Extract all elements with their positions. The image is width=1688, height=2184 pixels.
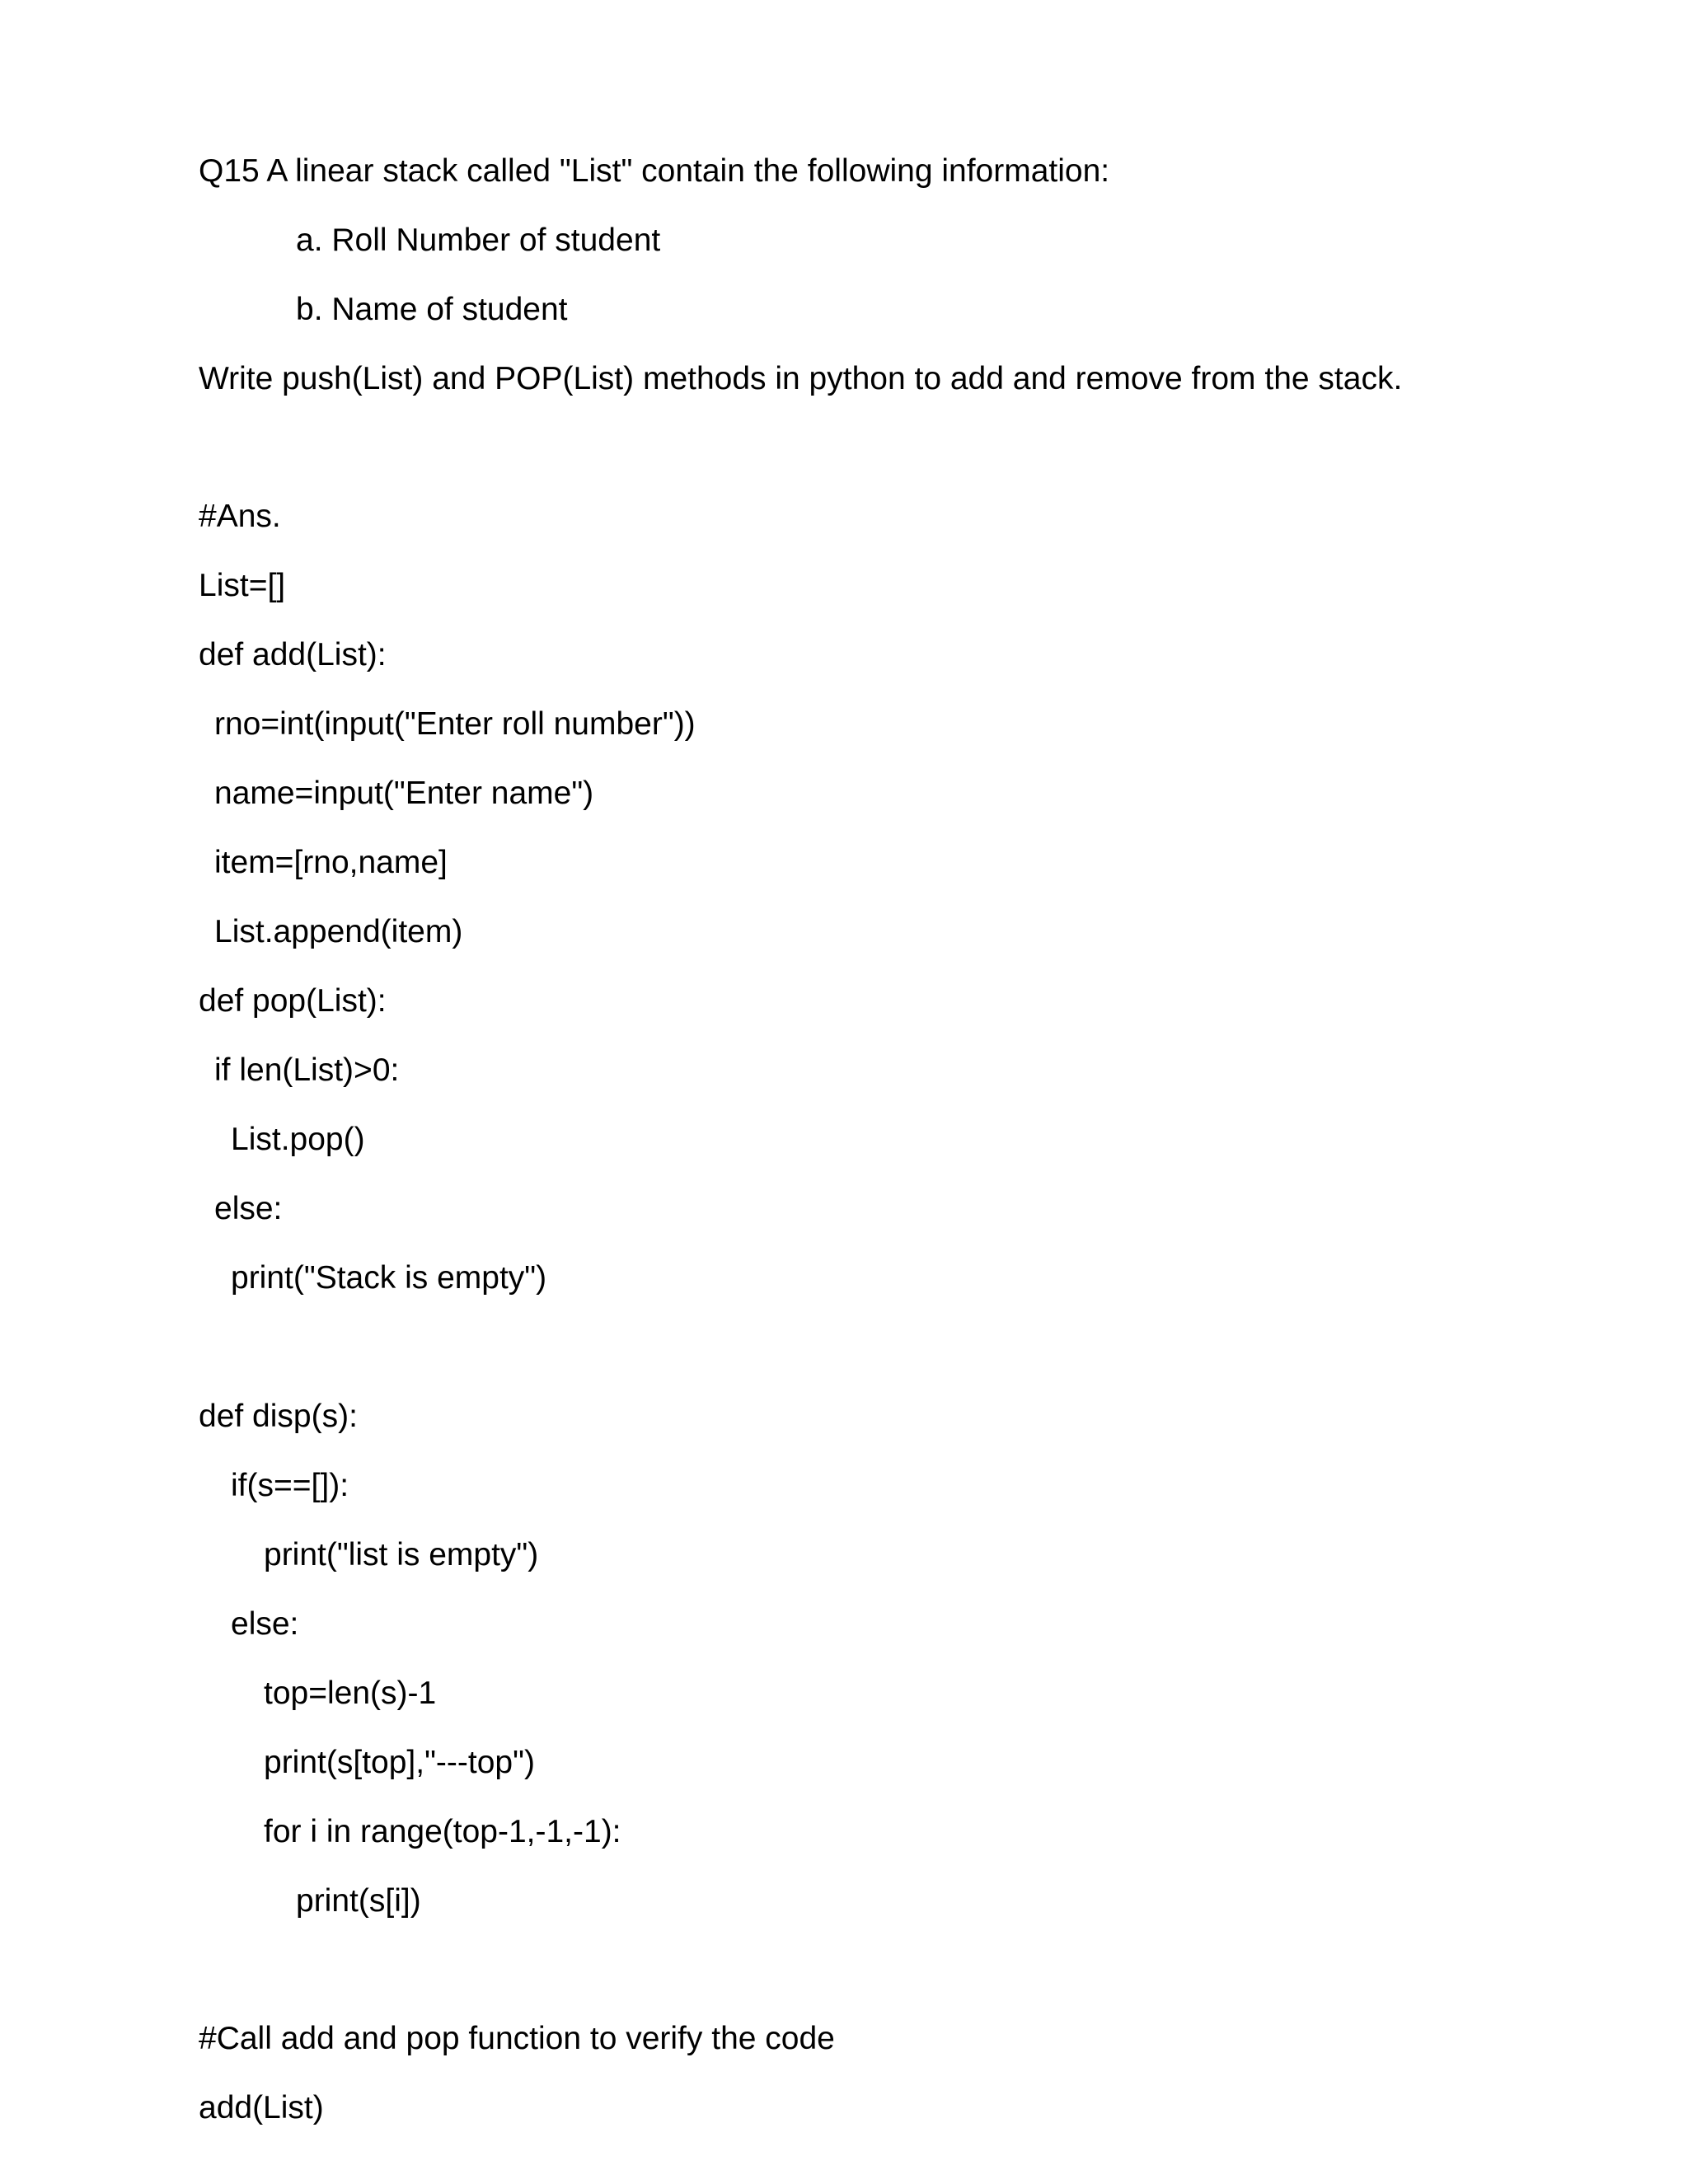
answer-heading: #Ans.: [199, 499, 281, 534]
code-line: else:: [231, 1606, 299, 1642]
code-line: top=len(s)-1: [264, 1675, 437, 1711]
question-item-name: b. Name of student: [296, 292, 568, 327]
code-line: name=input("Enter name"): [214, 776, 594, 811]
code-line: print(s[i]): [296, 1883, 421, 1919]
code-line: else:: [214, 1191, 283, 1226]
code-line: print("Stack is empty"): [231, 1260, 547, 1296]
call-comment: #Call add and pop function to verify the code: [199, 2021, 835, 2056]
code-line: rno=int(input("Enter roll number")): [214, 706, 696, 742]
code-line: def disp(s):: [199, 1399, 358, 1434]
question-instruction: Write push(List) and POP(List) methods in python to add and remove from the stack.: [199, 361, 1403, 396]
code-line: if len(List)>0:: [214, 1052, 400, 1088]
code-line: if(s==[]):: [231, 1468, 349, 1503]
code-line: def pop(List):: [199, 983, 387, 1019]
call-line: add(List): [199, 2090, 324, 2125]
question-item-roll-number: a. Roll Number of student: [296, 223, 661, 258]
code-line: print("list is empty"): [264, 1537, 539, 1572]
code-line: for i in range(top-1,-1,-1):: [264, 1814, 621, 1849]
code-line: List.pop(): [231, 1122, 365, 1157]
code-line: print(s[top],"---top"): [264, 1745, 535, 1780]
code-line: List.append(item): [214, 914, 463, 949]
code-line: def add(List):: [199, 637, 387, 673]
question-title: Q15 A linear stack called "List" contain the following information:: [199, 153, 1110, 189]
code-line: List=[]: [199, 568, 286, 603]
code-line: item=[rno,name]: [214, 845, 448, 880]
